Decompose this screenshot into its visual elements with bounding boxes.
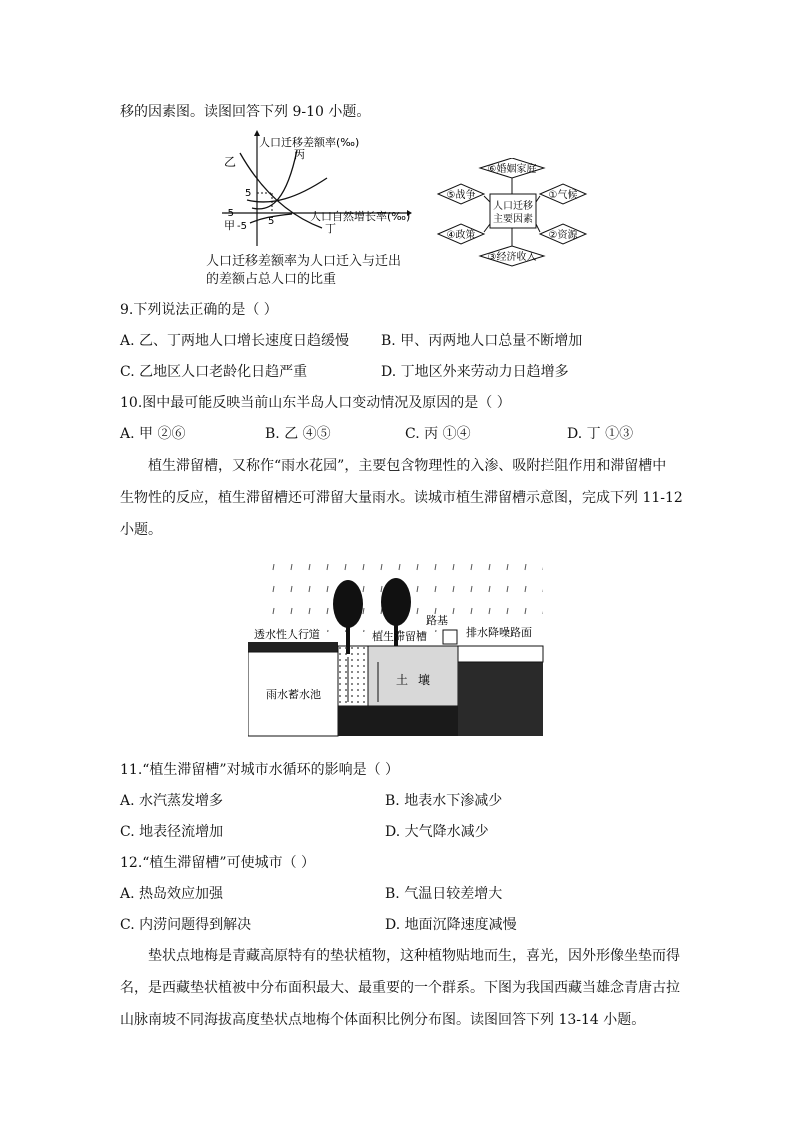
curve-yi-label: 乙 xyxy=(224,155,237,169)
tick-xm5: -5 xyxy=(224,208,234,219)
q12-option-d[interactable]: D. 地面沉降速度减慢 xyxy=(385,917,517,933)
arrow-2 xyxy=(536,224,540,232)
q11-option-d[interactable]: D. 大气降水减少 xyxy=(385,824,489,840)
sidewalk-layer xyxy=(248,642,338,652)
q9-option-a[interactable]: A. 乙、丁两地人口增长速度日趋缓慢 xyxy=(120,333,350,349)
q12-option-c[interactable]: C. 内涝问题得到解决 xyxy=(120,917,252,933)
tree-2-icon xyxy=(381,578,411,626)
roadbed-box xyxy=(443,630,457,644)
fig1-caption-1: 人口迁移差额率为人口迁入与迁出 xyxy=(206,254,402,269)
migration-factors-diagram xyxy=(436,158,596,273)
curve-jia-label: 甲 xyxy=(224,219,235,232)
para2-line-1: 植生滞留槽，又称作“雨水花园”，主要包含物理性的入渗、吸附拦阻作用和滞留槽中 xyxy=(148,458,667,474)
q10-option-c[interactable]: C. 丙 ①④ xyxy=(405,426,471,442)
factor2-label: ②资源 xyxy=(548,230,578,241)
bottom-layer xyxy=(338,706,458,736)
arrow-4 xyxy=(484,224,490,232)
factor5-label: ⑤战争 xyxy=(446,190,476,201)
q10-option-d[interactable]: D. 丁 ①③ xyxy=(567,426,634,442)
planter-label: 植生滞留槽 xyxy=(372,630,427,643)
para2-line-2: 生物性的反应，植生滞留槽还可滞留大量雨水。读城市植生滞留槽示意图，完成下列 11-12 xyxy=(120,490,683,506)
tree-1-icon xyxy=(333,580,363,628)
q10-option-a[interactable]: A. 甲 ②⑥ xyxy=(120,426,186,442)
center-label-2: 主要因素 xyxy=(493,214,533,225)
bioretention-diagram xyxy=(248,562,548,742)
center-label-1: 人口迁移 xyxy=(493,201,533,212)
pool-label: 雨水蓄水池 xyxy=(266,688,321,701)
y-axis-label: 人口迁移差额率(‰) xyxy=(259,136,360,149)
para2-line-3: 小题。 xyxy=(120,522,162,538)
planter-gravel xyxy=(338,646,368,706)
x-axis-label: 人口自然增长率(‰) xyxy=(310,210,411,223)
q9-option-b[interactable]: B. 甲、丙两地人口总量不断增加 xyxy=(381,333,583,349)
curve-bing xyxy=(252,150,297,209)
para3-line-1: 垫状点地梅是青藏高原特有的垫状植物，这种植物贴地而生，喜光，因外形像坐垫而得 xyxy=(148,948,680,964)
q11-option-c[interactable]: C. 地表径流增加 xyxy=(120,824,224,840)
q9-option-d[interactable]: D. 丁地区外来劳动力日趋增多 xyxy=(381,364,569,380)
q10-option-b[interactable]: B. 乙 ④⑤ xyxy=(265,426,331,442)
q9-option-c[interactable]: C. 乙地区人口老龄化日趋严重 xyxy=(120,364,308,380)
tick-x5: 5 xyxy=(268,216,275,227)
q9-stem: 9.下列说法正确的是（ ） xyxy=(120,302,278,318)
deep-ground xyxy=(458,662,543,736)
tick-y5: 5 xyxy=(245,188,252,199)
road-label: 排水降噪路面 xyxy=(466,626,532,639)
q11-option-a[interactable]: A. 水汽蒸发增多 xyxy=(120,793,224,809)
soil-label-2: 壤 xyxy=(418,673,431,687)
factor4-label: ④政策 xyxy=(446,230,476,241)
road-surface xyxy=(458,646,543,662)
factor6-label: ⑥婚姻家庭 xyxy=(487,164,537,175)
q12-option-a[interactable]: A. 热岛效应加强 xyxy=(120,886,224,902)
intro-line: 移的因素图。读图回答下列 9-10 小题。 xyxy=(120,104,371,120)
arrow-1 xyxy=(536,196,540,202)
fig1-caption-2: 的差额占总人口的比重 xyxy=(206,272,337,287)
q12-stem: 12.“植生滞留槽”可使城市（ ） xyxy=(120,855,316,871)
soil-layer xyxy=(368,646,458,706)
factor3-label: ③经济收入 xyxy=(487,252,537,263)
para3-line-3: 山脉南坡不同海拔高度垫状点地梅个体面积比例分布图。读图回答下列 13-14 小题。 xyxy=(120,1012,646,1028)
arrow-5 xyxy=(484,196,490,202)
sidewalk-label: 透水性人行道 xyxy=(254,628,320,641)
tick-ym5: -5 xyxy=(237,221,247,232)
q11-option-b[interactable]: B. 地表水下渗减少 xyxy=(385,793,503,809)
soil-label-1: 土 xyxy=(396,673,409,687)
migration-rate-chart xyxy=(212,128,412,248)
factor1-label: ①气候 xyxy=(548,190,578,201)
q10-stem: 10.图中最可能反映当前山东半岛人口变动情况及原因的是（ ） xyxy=(120,395,511,411)
curve-bing-label: 丙 xyxy=(294,148,305,161)
curve-ding-label: 丁 xyxy=(325,222,336,235)
para3-line-2: 名，是西藏垫状植被中分布面积最大、最重要的一个群系。下图为我国西藏当雄念青唐古拉 xyxy=(120,980,680,996)
roadbed-label: 路基 xyxy=(426,614,448,627)
q12-option-b[interactable]: B. 气温日较差增大 xyxy=(385,886,503,902)
q11-stem: 11.“植生滞留槽”对城市水循环的影响是（ ） xyxy=(120,762,400,778)
